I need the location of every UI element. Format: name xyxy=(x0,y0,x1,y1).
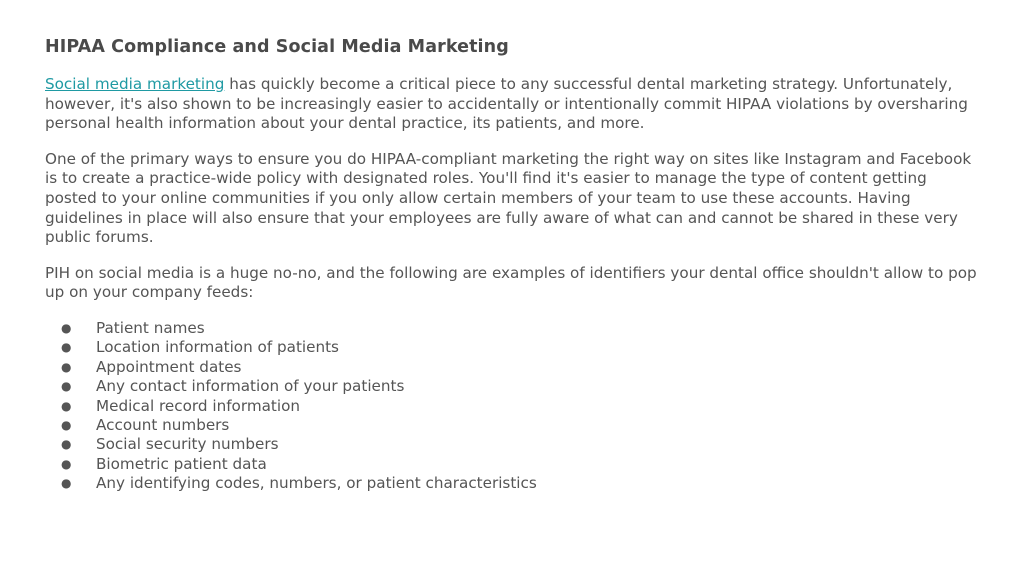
list-item xyxy=(45,319,979,338)
list-item xyxy=(45,474,979,493)
policy-paragraph: One of the primary ways to ensure you do HIPAA-compliant marketing the right way on sites like Instagram and Facebook is to create a practice-wide policy with designated roles. You'll find it's easier to manage the type of content getting posted to your online communities if you only allow certain members of your team to use these accounts. Having guidelines in place will also ensure that your employees are fully aware of what can and cannot be shared in these very public forums. xyxy=(45,149,972,247)
bullet-icon: ● xyxy=(61,437,72,452)
identifier-list xyxy=(45,319,979,494)
list-item-text: Any identifying codes, numbers, or patient characteristics xyxy=(96,474,537,493)
page-title: HIPAA Compliance and Social Media Marketing xyxy=(45,37,509,57)
list-item xyxy=(45,416,979,435)
list-item-text: Biometric patient data xyxy=(96,454,267,473)
social-media-marketing-link[interactable]: Social media marketing xyxy=(45,75,225,93)
bullet-icon: ● xyxy=(61,320,72,335)
list-item xyxy=(45,377,979,396)
bullet-icon: ● xyxy=(61,456,72,471)
list-item-text: Account numbers xyxy=(96,415,230,434)
bullet-icon: ● xyxy=(61,417,72,432)
bullet-icon: ● xyxy=(61,398,72,413)
list-item-text: Any contact information of your patients xyxy=(96,377,405,396)
list-item xyxy=(45,435,979,454)
identifiers-paragraph: PIH on social media is a huge no-no, and the following are examples of identifiers your dental office shouldn't allow to pop up on your company feeds: xyxy=(45,263,977,302)
list-item xyxy=(45,358,979,377)
bullet-icon: ● xyxy=(61,359,72,374)
list-item xyxy=(45,397,979,416)
intro-paragraph-text: has quickly become a critical piece to any successful dental marketing strategy. Unfortunately, however, it's also shown to be increasingly easier to accidentally or intentionally commit HIPAA violations by oversharing personal health information about your dental practice, its patients, and more. xyxy=(45,75,968,133)
list-item xyxy=(45,455,979,474)
list-item-text: Social security numbers xyxy=(96,435,279,454)
list-item xyxy=(45,338,979,357)
bullet-icon: ● xyxy=(61,476,72,491)
list-item-text: Appointment dates xyxy=(96,357,242,376)
bullet-icon: ● xyxy=(61,379,72,394)
list-item-text: Patient names xyxy=(96,318,205,337)
intro-paragraph xyxy=(45,75,979,134)
list-item-text: Medical record information xyxy=(96,396,301,415)
list-item-text: Location information of patients xyxy=(96,338,339,357)
bullet-icon: ● xyxy=(61,340,72,355)
